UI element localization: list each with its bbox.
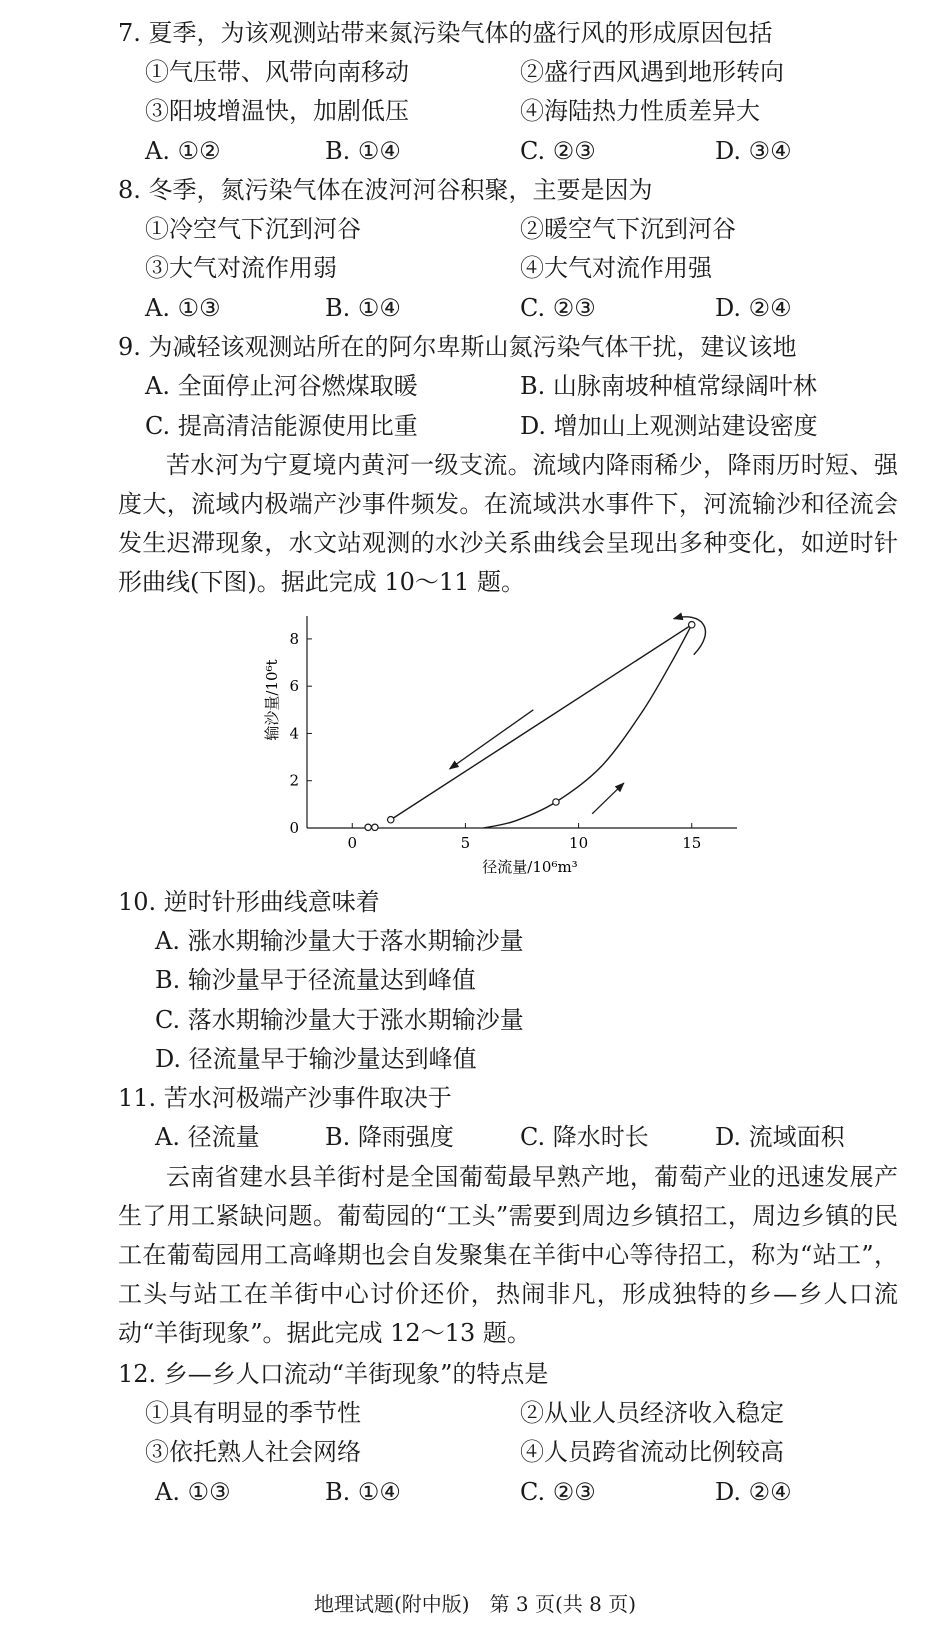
- q12-choice-d: D. ②④: [715, 1478, 792, 1506]
- q10-choice-c: C. 落水期输沙量大于涨水期输沙量: [155, 1006, 524, 1034]
- q11-choice-b: B. 降雨强度: [325, 1123, 454, 1151]
- q7-stem: 7. 夏季，为该观测站带来氮污染气体的盛行风的形成原因包括: [118, 19, 773, 47]
- q8-item-2: ②暖空气下沉到河谷: [520, 215, 736, 243]
- q12-item-1: ①具有明显的季节性: [145, 1399, 361, 1427]
- q10-choice-d: D. 径流量早于输沙量达到峰值: [155, 1045, 477, 1073]
- q12-item-4: ④人员跨省流动比例较高: [520, 1438, 784, 1466]
- q10-choice-b: B. 输沙量早于径流量达到峰值: [155, 966, 476, 994]
- q8-item-3: ③大气对流作用弱: [145, 254, 337, 282]
- q8-choice-d: D. ②④: [715, 294, 792, 322]
- y-tick-label: 4: [289, 724, 299, 743]
- falling-limb-arrow: [450, 710, 534, 769]
- series-line-2: [391, 625, 692, 820]
- x-tick-label: 10: [569, 834, 589, 852]
- series-line-1: [484, 625, 692, 828]
- chart-axes: [289, 616, 737, 852]
- y-tick-label: 2: [289, 771, 299, 790]
- chart-markers: [365, 622, 695, 831]
- q7-choice-c: C. ②③: [520, 137, 596, 165]
- y-tick-label: 8: [289, 629, 299, 648]
- x-tick-label: 0: [347, 834, 358, 852]
- q8-item-4: ④大气对流作用强: [520, 254, 712, 282]
- data-point-marker: [372, 824, 378, 830]
- page-footer: 地理试题(附中版) 第 3 页(共 8 页): [313, 1592, 637, 1616]
- data-point-marker: [553, 799, 559, 805]
- chart-curves: [391, 617, 706, 828]
- q8-choice-b: B. ①④: [325, 294, 401, 322]
- q7-choice-b: B. ①④: [325, 137, 401, 165]
- passage-kushui-text: 苦水河为宁夏境内黄河一级支流。流域内降雨稀少，降雨历时短、强度大，流域内极端产沙事件频发。在流域洪水事件下，河流输沙和径流会发生迟滞现象，水文站观测的水沙关系曲线会呈现出多种变化，如逆时针形曲线(下图)。据此完成 10～11 题。: [118, 451, 898, 596]
- data-point-marker: [365, 824, 371, 830]
- q7-item-1: ①气压带、风带向南移动: [145, 58, 409, 86]
- q12-item-3: ③依托熟人社会网络: [145, 1438, 361, 1466]
- rising-limb-arrow: [592, 783, 624, 814]
- q7-item-2: ②盛行西风遇到地形转向: [520, 58, 784, 86]
- passage-yangjie-text: 云南省建水县羊街村是全国葡萄最早熟产地，葡萄产业的迅速发展产生了用工紧缺问题。葡萄园的“工头”需要到周边乡镇招工，周边乡镇的民工在葡萄园用工高峰期也会自发聚集在羊街中心等待招工，称为“站工”，工头与站工在羊街中心讨价还价，热闹非凡，形成独特的乡—乡人口流动“羊街现象”。据此完成 12～13 题。: [118, 1163, 898, 1347]
- q7-choice-d: D. ③④: [715, 137, 792, 165]
- q11-stem: 11. 苦水河极端产沙事件取决于: [118, 1084, 452, 1112]
- q12-item-2: ②从业人员经济收入稳定: [520, 1399, 784, 1427]
- q11-choice-c: C. 降水时长: [520, 1123, 649, 1151]
- q11-choice-d: D. 流域面积: [715, 1123, 845, 1151]
- passage-kushui-river: [118, 446, 898, 602]
- passage-yangjie: [118, 1158, 898, 1353]
- data-point-marker: [388, 817, 394, 823]
- sediment-runoff-chart: [255, 612, 755, 882]
- q7-item-4: ④海陆热力性质差异大: [520, 97, 760, 125]
- q8-item-1: ①冷空气下沉到河谷: [145, 215, 361, 243]
- q12-choice-b: B. ①④: [325, 1478, 401, 1506]
- q11-choice-a: A. 径流量: [155, 1123, 260, 1151]
- q10-stem: 10. 逆时针形曲线意味着: [118, 888, 380, 916]
- q12-choice-a: A. ①③: [155, 1478, 231, 1506]
- q12-choice-c: C. ②③: [520, 1478, 596, 1506]
- q12-stem: 12. 乡—乡人口流动“羊街现象”的特点是: [118, 1360, 549, 1388]
- q9-choice-d: D. 增加山上观测站建设密度: [520, 412, 818, 440]
- q7-item-3: ③阳坡增温快，加剧低压: [145, 97, 409, 125]
- y-tick-label: 0: [289, 819, 299, 837]
- x-tick-label: 5: [460, 834, 471, 852]
- y-tick-label: 6: [289, 677, 299, 696]
- q9-choice-b: B. 山脉南坡种植常绿阔叶林: [520, 372, 817, 400]
- q8-choice-a: A. ①③: [145, 294, 221, 322]
- q7-choice-a: A. ①②: [145, 137, 221, 165]
- chart-svg: [255, 612, 755, 882]
- q9-choice-a: A. 全面停止河谷燃煤取暖: [145, 372, 418, 400]
- x-axis-label: 径流量/10⁶m³: [482, 858, 578, 876]
- q9-choice-c: C. 提高清洁能源使用比重: [145, 412, 418, 440]
- q9-stem: 9. 为减轻该观测站所在的阿尔卑斯山氮污染气体干扰，建议该地: [118, 333, 797, 361]
- q8-stem: 8. 冬季，氮污染气体在波河河谷积聚，主要是因为: [118, 176, 653, 204]
- q8-choice-c: C. ②③: [520, 294, 596, 322]
- y-axis-label: 输沙量/10⁶t: [263, 659, 281, 741]
- q10-choice-a: A. 涨水期输沙量大于落水期输沙量: [155, 927, 524, 955]
- data-point-marker: [689, 622, 695, 628]
- x-tick-label: 15: [682, 834, 702, 852]
